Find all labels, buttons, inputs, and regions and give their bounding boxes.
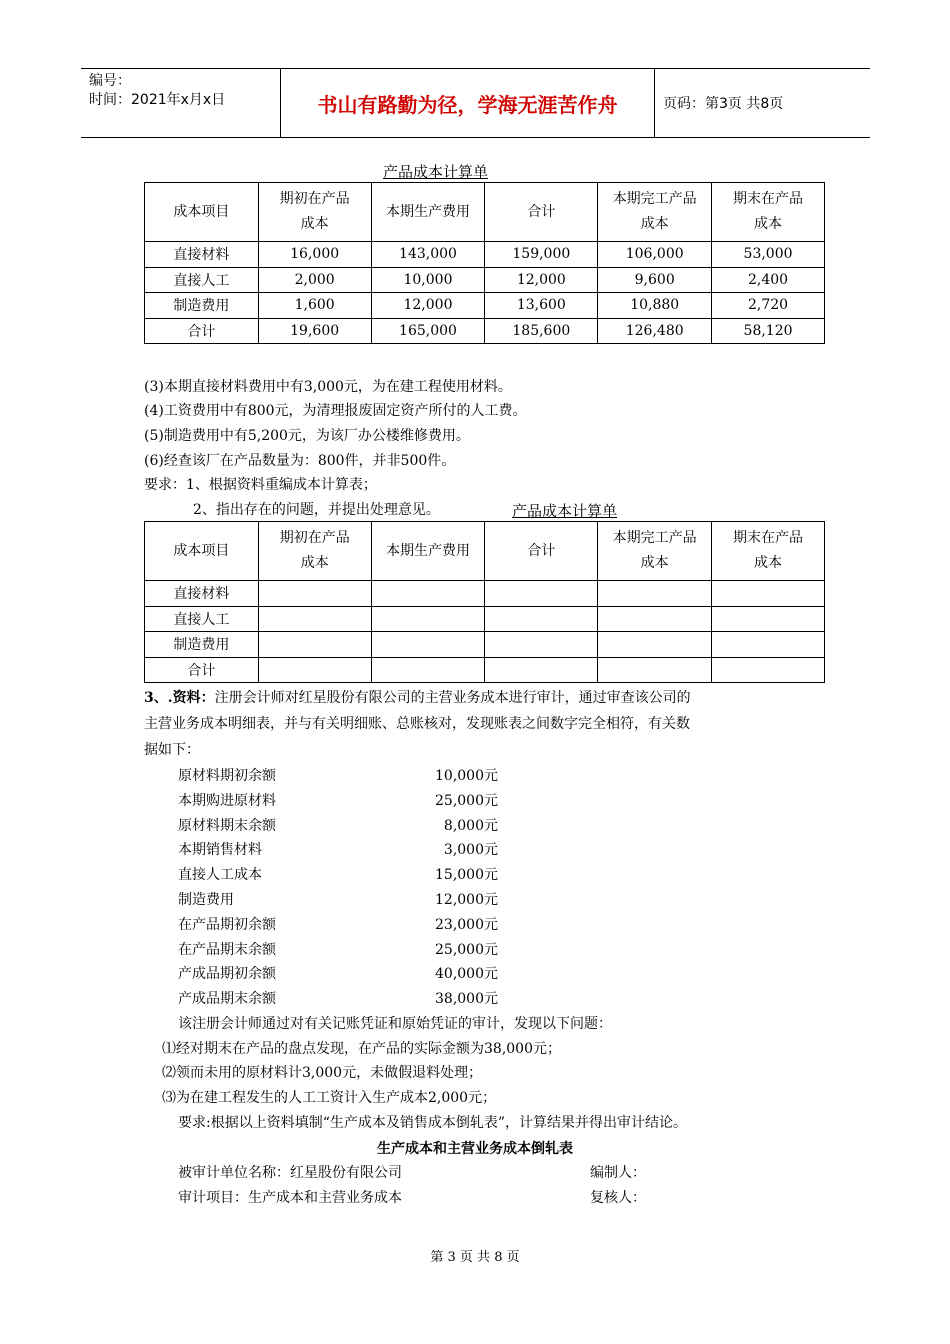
row-label-cell: 合计	[145, 318, 259, 344]
table-row	[145, 581, 825, 607]
item-amount: 25,000元	[435, 792, 498, 809]
value-cell: 159,000	[485, 242, 598, 268]
value-cell	[258, 606, 371, 632]
value-cell: 1,600	[258, 293, 371, 319]
value-cell: 2,720	[712, 293, 825, 319]
item-amount: 25,000元	[435, 941, 498, 958]
header-cell: 成本项目	[145, 522, 259, 581]
note-4: (4)工资费用中有800元，为清理报废固定资产所付的人工费。	[144, 403, 527, 419]
value-cell	[371, 606, 485, 632]
header-cell: 合计	[485, 522, 598, 581]
value-cell	[485, 657, 598, 683]
item-amount: 15,000元	[435, 867, 498, 884]
value-cell	[598, 657, 712, 683]
header-cell: 合计	[485, 183, 598, 242]
value-cell: 10,880	[598, 293, 712, 319]
value-cell	[371, 581, 485, 607]
value-cell	[371, 632, 485, 658]
item-amount: 40,000元	[435, 966, 498, 983]
row-label-cell: 制造费用	[145, 293, 259, 319]
item-amount: 23,000元	[435, 916, 498, 933]
table-row	[145, 606, 825, 632]
item-amount: 3,000元	[443, 842, 498, 859]
value-cell: 10,000	[371, 267, 485, 293]
value-cell	[258, 581, 371, 607]
item-label: 直接人工成本	[178, 867, 262, 884]
item-label: 产成品期初余额	[178, 966, 276, 983]
table2-title: 产品成本计算单	[512, 502, 618, 520]
note-3: (3)本期直接材料费用中有3,000元，为在建工程使用材料。	[144, 379, 512, 395]
row-label-cell: 直接材料	[145, 581, 259, 607]
value-cell: 2,400	[712, 267, 825, 293]
value-cell	[258, 632, 371, 658]
section3-requirement: 要求:根据以上资料填制“生产成本及销售成本倒轧表”，计算结果并得出审计结论。	[178, 1115, 688, 1131]
header-cell: 期初在产品成本	[258, 183, 371, 242]
value-cell: 185,600	[485, 318, 598, 344]
finding-3: ⑶为在建工程发生的人工工资计入生产成本2,000元；	[162, 1090, 497, 1106]
value-cell	[485, 581, 598, 607]
table3-title: 生产成本和主营业务成本倒轧表	[377, 1141, 573, 1157]
finding-1: ⑴经对期末在产品的盘点发现，在产品的实际金额为38,000元；	[162, 1041, 561, 1057]
table-row	[145, 242, 825, 268]
header-cell: 期初在产品成本	[258, 522, 371, 581]
header-cell: 成本项目	[145, 183, 259, 242]
table-row	[145, 318, 825, 344]
value-cell: 12,000	[371, 293, 485, 319]
value-cell	[371, 657, 485, 683]
value-cell: 2,000	[258, 267, 371, 293]
section3-line2: 主营业务成本明细表，并与有关明细账、总账核对，发现账表之间数字完全相符，有关数	[144, 716, 690, 732]
value-cell	[712, 657, 825, 683]
item-label: 原材料期初余额	[178, 768, 276, 784]
table-row	[145, 632, 825, 658]
header-cell: 本期完工产品成本	[598, 522, 712, 581]
row-label-cell: 直接材料	[145, 242, 259, 268]
section3-line1	[144, 689, 691, 707]
item-label: 产成品期末余额	[178, 991, 276, 1008]
value-cell	[712, 632, 825, 658]
note-5: (5)制造费用中有5,200元，为该厂办公楼维修费用。	[144, 428, 470, 444]
item-amount: 38,000元	[435, 991, 498, 1008]
row-label-cell: 合计	[145, 657, 259, 683]
audited-unit: 被审计单位名称：红星股份有限公司	[178, 1165, 402, 1181]
table-row	[145, 657, 825, 683]
value-cell: 106,000	[598, 242, 712, 268]
cost-table-2	[144, 521, 825, 683]
value-cell: 12,000	[485, 267, 598, 293]
value-cell: 126,480	[598, 318, 712, 344]
item-amount: 12,000元	[435, 892, 498, 908]
requirement-2: 2、指出存在的问题，并提出处理意见。	[193, 502, 440, 518]
value-cell: 16,000	[258, 242, 371, 268]
header-page-info: 页码：第3页 共8页	[663, 96, 784, 112]
header-cell: 本期生产费用	[371, 183, 485, 242]
finding-2: ⑵领而未用的原材料计3,000元，未做假退料处理；	[162, 1065, 483, 1081]
row-label-cell: 直接人工	[145, 267, 259, 293]
header-cell: 期末在产品成本	[712, 522, 825, 581]
header-cell: 本期完工产品成本	[598, 183, 712, 242]
value-cell	[258, 657, 371, 683]
audit-item: 审计项目：生产成本和主营业务成本	[178, 1190, 402, 1206]
code-label: 编号：	[89, 73, 131, 89]
value-cell	[598, 606, 712, 632]
value-cell	[712, 581, 825, 607]
header-motto: 书山有路勤为径，学海无涯苦作舟	[281, 69, 655, 137]
note-6: (6)经查该厂在产品数量为：800件，并非500件。	[144, 453, 456, 469]
value-cell	[598, 581, 712, 607]
item-label: 制造费用	[178, 892, 234, 908]
findings-intro: 该注册会计师通过对有关记账凭证和原始凭证的审计，发现以下问题：	[178, 1016, 612, 1032]
value-cell: 19,600	[258, 318, 371, 344]
reviewer: 复核人：	[590, 1190, 646, 1206]
header-meta	[81, 69, 281, 137]
item-label: 在产品期末余额	[178, 941, 276, 958]
section3-label: 3、.资料：	[144, 690, 215, 706]
value-cell: 143,000	[371, 242, 485, 268]
item-label: 在产品期初余额	[178, 916, 276, 933]
section3-line3: 据如下：	[144, 742, 200, 758]
value-cell: 58,120	[712, 318, 825, 344]
header-cell: 期末在产品成本	[712, 183, 825, 242]
value-cell: 9,600	[598, 267, 712, 293]
value-cell	[598, 632, 712, 658]
row-label-cell: 直接人工	[145, 606, 259, 632]
item-amount: 10,000元	[435, 768, 498, 784]
cost-table-1	[144, 182, 825, 344]
table-row	[145, 293, 825, 319]
table-header-row	[145, 183, 825, 242]
value-cell	[485, 606, 598, 632]
table-row	[145, 267, 825, 293]
value-cell: 165,000	[371, 318, 485, 344]
item-label: 原材料期末余额	[178, 817, 276, 834]
time-label: 时间：2021年x月x日	[89, 92, 226, 108]
value-cell	[485, 632, 598, 658]
value-cell: 13,600	[485, 293, 598, 319]
value-cell	[712, 606, 825, 632]
table-header-row	[145, 522, 825, 581]
item-label: 本期购进原材料	[178, 792, 276, 809]
section3-text1: 注册会计师对红星股份有限公司的主营业务成本进行审计，通过审查该公司的	[214, 690, 691, 706]
header-cell: 本期生产费用	[371, 522, 485, 581]
preparer: 编制人：	[590, 1165, 646, 1181]
table1-title: 产品成本计算单	[383, 163, 489, 181]
row-label-cell: 制造费用	[145, 632, 259, 658]
requirement-1: 要求：1、根据资料重编成本计算表；	[144, 477, 377, 493]
page-footer: 第 3 页 共 8 页	[430, 1250, 520, 1265]
item-amount: 8,000元	[443, 817, 498, 834]
page-header	[81, 68, 870, 138]
value-cell: 53,000	[712, 242, 825, 268]
item-label: 本期销售材料	[178, 842, 262, 859]
